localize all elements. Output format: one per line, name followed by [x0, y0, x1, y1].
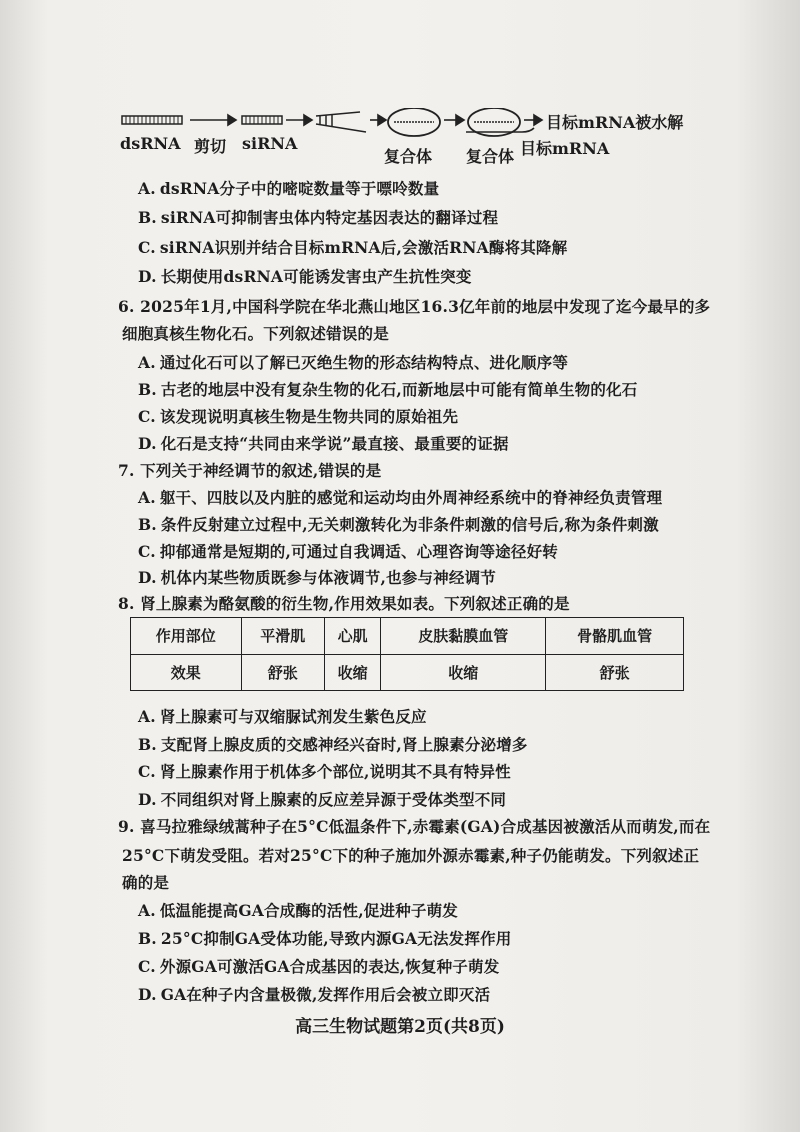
q5-option-d: D. 长期使用dsRNA可能诱发害虫产生抗性突变 — [138, 267, 472, 286]
q9-option-b: B. 25°C抑制GA受体功能,导致内源GA无法发挥作用 — [138, 929, 512, 948]
q6-option-d: D. 化石是支持“共同由来学说”最直接、最重要的证据 — [138, 434, 509, 453]
q6-stem-line1: 6. 2025年1月,中国科学院在华北燕山地区16.3亿年前的地层中发现了迄今最早的多 — [118, 297, 711, 316]
arrow-icon — [370, 115, 386, 125]
complex-label-1: 复合体 — [384, 147, 433, 166]
complex-label-2: 复合体 — [466, 147, 515, 166]
q5-option-b: B. siRNA可抑制害虫体内特定基因表达的翻译过程 — [138, 208, 499, 227]
q5-option-a: A. dsRNA分子中的嘧啶数量等于嘌呤数量 — [138, 179, 440, 198]
q7-option-b: B. 条件反射建立过程中,无关刺激转化为非条件刺激的信号后,称为条件刺激 — [138, 515, 659, 534]
complex-ellipse-icon — [388, 108, 440, 136]
q6-option-b: B. 古老的地层中没有复杂生物的化石,而新地层中可能有简单生物的化石 — [138, 380, 638, 399]
table-header-cell: 皮肤黏膜血管 — [381, 618, 546, 655]
rnai-diagram — [120, 108, 720, 170]
table-row — [131, 654, 684, 691]
q8-option-a: A. 肾上腺素可与双缩脲试剂发生紫色反应 — [138, 707, 427, 726]
target-mrna-label: 目标mRNA — [520, 139, 610, 158]
q8-option-c: C. 肾上腺素作用于机体多个部位,说明其不具有特异性 — [138, 762, 511, 781]
q9-stem-line3: 确的是 — [122, 873, 170, 892]
q8-stem: 8. 肾上腺素为酪氨酸的衍生物,作用效果如表。下列叙述正确的是 — [118, 594, 570, 613]
unwound-strand-icon — [316, 112, 366, 132]
complex-ellipse-icon — [466, 108, 534, 136]
table-cell: 舒张 — [241, 654, 324, 691]
table-cell: 收缩 — [381, 654, 546, 691]
q8-option-b: B. 支配肾上腺皮质的交感神经兴奋时,肾上腺素分泌增多 — [138, 735, 528, 754]
arrow-icon — [190, 115, 236, 125]
q9-stem-line1: 9. 喜马拉雅绿绒蒿种子在5°C低温条件下,赤霉素(GA)合成基因被激活从而萌发,而在 — [118, 817, 711, 836]
q7-option-c: C. 抑郁通常是短期的,可通过自我调适、心理咨询等途径好转 — [138, 542, 558, 561]
arrow-icon — [444, 115, 464, 125]
q7-option-a: A. 躯干、四肢以及内脏的感觉和运动均由外周神经系统中的脊神经负责管理 — [138, 488, 663, 507]
q9-stem-line2: 25°C下萌发受阻。若对25°C下的种子施加外源赤霉素,种子仍能萌发。下列叙述正 — [122, 846, 700, 865]
q6-stem-line2: 细胞真核生物化石。下列叙述错误的是 — [122, 324, 389, 343]
table-header-cell: 作用部位 — [131, 618, 242, 655]
q7-option-d: D. 机体内某些物质既参与体液调节,也参与神经调节 — [138, 568, 496, 587]
sirna-label: siRNA — [242, 134, 298, 153]
sirna-strand-icon — [242, 116, 282, 124]
table-cell: 收缩 — [325, 654, 381, 691]
arrow-icon — [524, 115, 542, 125]
q8-option-d: D. 不同组织对肾上腺素的反应差异源于受体类型不同 — [138, 790, 507, 809]
header-bleed-strip — [60, 44, 760, 70]
page-footer: 高三生物试题第2页(共8页) — [295, 1017, 505, 1037]
table-header-row — [131, 618, 684, 655]
dsrna-label: dsRNA — [120, 134, 181, 153]
table-header-cell: 心肌 — [325, 618, 381, 655]
effect-table — [130, 617, 684, 691]
q5-option-c: C. siRNA识别并结合目标mRNA后,会激活RNA酶将其降解 — [138, 238, 568, 257]
table-header-cell: 平滑肌 — [241, 618, 324, 655]
q6-option-a: A. 通过化石可以了解已灭绝生物的形态结构特点、进化顺序等 — [138, 353, 569, 372]
table-header-cell: 骨骼肌血管 — [546, 618, 684, 655]
cut-label: 剪切 — [194, 137, 227, 156]
q9-option-a: A. 低温能提高GA合成酶的活性,促进种子萌发 — [138, 901, 458, 920]
q6-option-c: C. 该发现说明真核生物是生物共同的原始祖先 — [138, 407, 459, 426]
dsrna-strand-icon — [122, 116, 182, 124]
arrow-icon — [286, 115, 312, 125]
q7-stem: 7. 下列关于神经调节的叙述,错误的是 — [118, 461, 382, 480]
q9-option-d: D. GA在种子内含量极微,发挥作用后会被立即灭活 — [138, 985, 491, 1004]
q9-option-c: C. 外源GA可激活GA合成基因的表达,恢复种子萌发 — [138, 957, 500, 976]
hydrolyzed-label: 目标mRNA被水解 — [546, 113, 684, 132]
table-cell: 效果 — [131, 654, 242, 691]
table-cell: 舒张 — [546, 654, 684, 691]
